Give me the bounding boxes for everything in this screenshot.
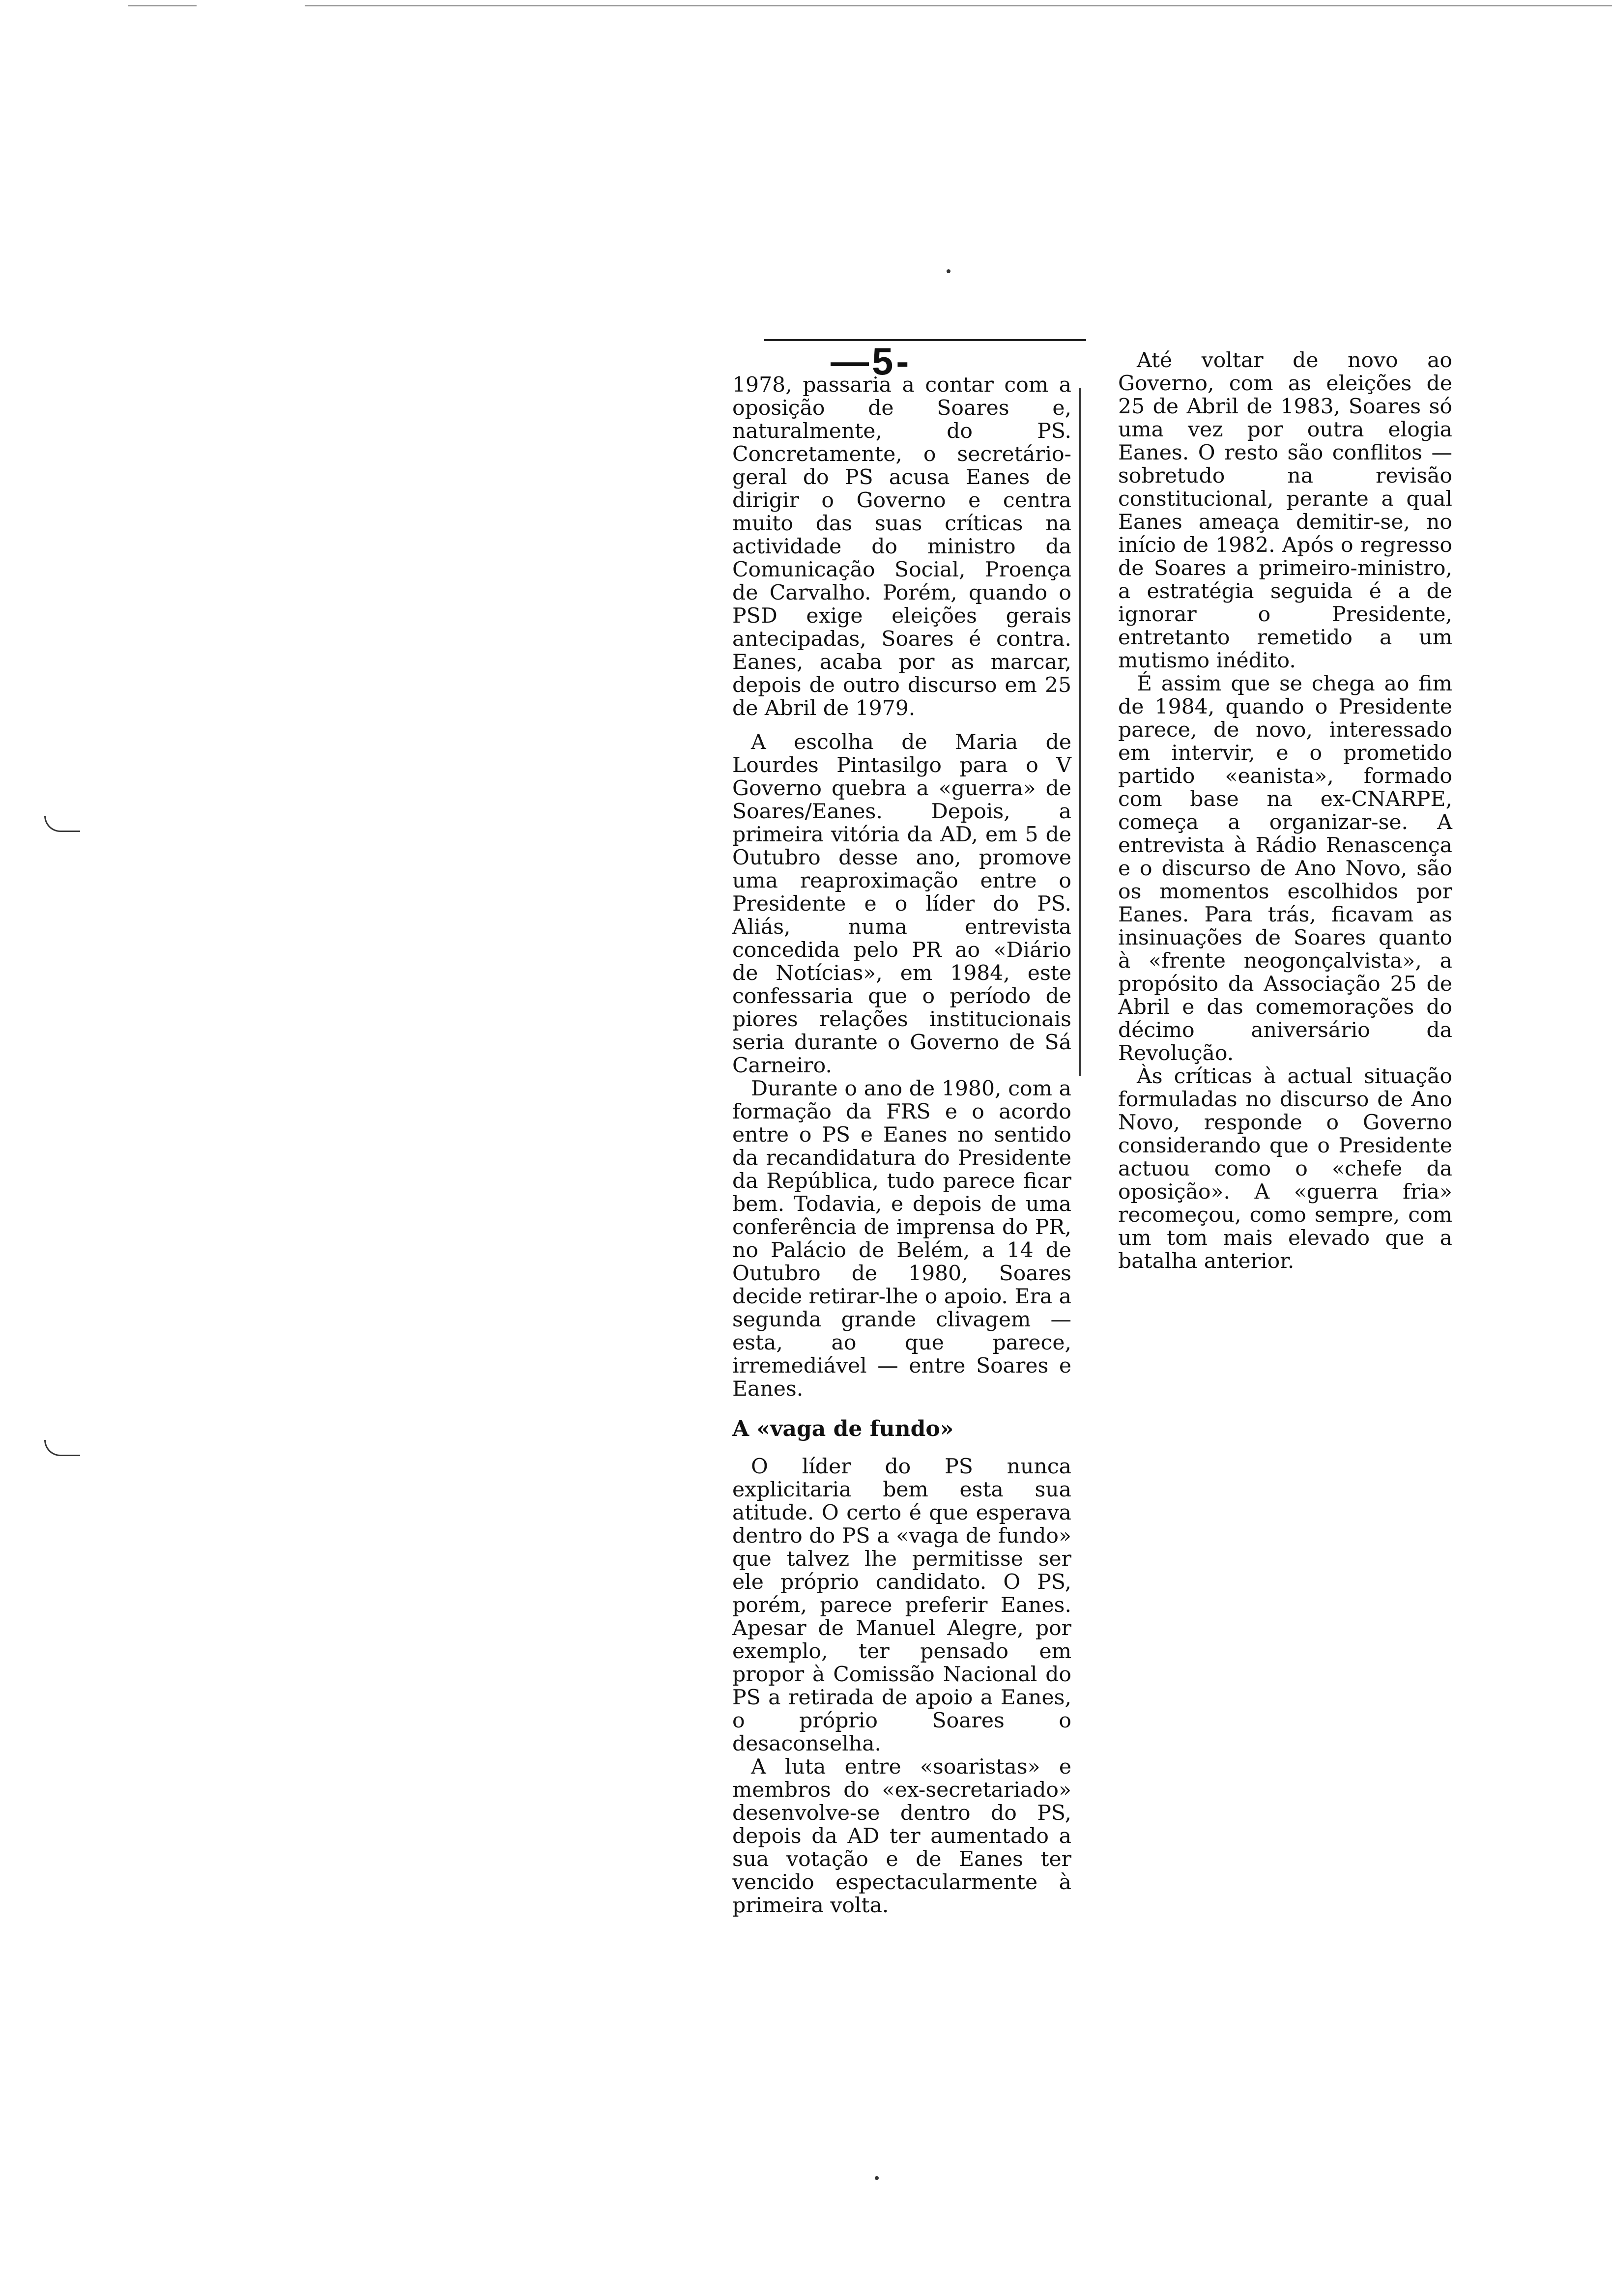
article-column-left [732, 373, 1071, 1917]
article-paragraph: O líder do PS nunca explicitaria bem esta sua atitude. O certo é que esperava dentro do PS a «vaga de fundo» que talvez lhe permitisse ser ele próprio candidato. O PS, porém, parece preferir Eanes. Apesar de Manuel Alegre, por exemplo, ter pensado em propor à Comissão Nacional do PS a retirada de apoio a Eanes, o próprio Soares o desaconselha. [732, 1455, 1071, 1756]
article-paragraph: É assim que se chega ao fim de 1984, quando o Presidente parece, de novo, interessado em intervir, e o prometido partido «eanista», formado com base na ex-CNARPE, começa a organizar-se. A entrevista à Rádio Renascença e o discurso de Ano Novo, são os momentos escolhidos por Eanes. Para trás, ficavam as insinuações de Soares quanto à «frente neogonçalvista», a propósito da Associação 25 de Abril e das comemorações do décimo aniversário da Revolução. [1118, 672, 1452, 1065]
speck [875, 2176, 879, 2180]
article-paragraph: Até voltar de novo ao Governo, com as eleições de 25 de Abril de 1983, Soares só uma vez por outra elogia Eanes. O resto são conflitos — sobretudo na revisão constitucional, perante a qual Eanes ameaça demitir-se, no início de 1982. Após o regresso de Soares a primeiro-ministro, a estratégia seguida é a de ignorar o Presidente, entretanto remetido a um mutismo inédito. [1118, 348, 1452, 673]
article-paragraph: A luta entre «soaristas» e membros do «ex-secretariado» desenvolve-se dentro do PS, depois da AD ter aumentado a sua votação e de Eanes ter vencido espectacularmente à primeira volta. [732, 1755, 1071, 1918]
page-number-dash: - [896, 340, 912, 383]
page-number: 5 [872, 340, 896, 383]
speck [947, 269, 950, 273]
punch-hole-mark [44, 816, 80, 832]
article-paragraph: A escolha de Maria de Lourdes Pintasilgo para o V Governo quebra a «guerra» de Soares/Eanes. Depois, a primeira vitória da AD, em 5 de Outubro desse ano, promove uma reaproximação entre o Presidente e o líder do PS. Aliás, numa entrevista concedida pelo PR ao «Diário de Notícias», em 1984, este confessaria que o período de piores relações institucionais seria durante o Governo de Sá Carneiro. [732, 730, 1071, 1078]
top-rule [128, 5, 197, 6]
article-paragraph: Às críticas à actual situação formuladas no discurso de Ano Novo, responde o Governo considerando que o Presidente actuou como o «chefe da oposição». A «guerra fria» recomeçou, como sempre, com um tom mais elevado que a batalha anterior. [1118, 1064, 1452, 1273]
article-paragraph: Durante o ano de 1980, com a formação da FRS e o acordo entre o PS e Eanes no sentido da recandidatura do Presidente da República, tudo parece ficar bem. Todavia, e depois de uma conferência de imprensa do PR, no Palácio de Belém, a 14 de Outubro de 1980, Soares decide retirar-lhe o apoio. Era a segunda grande clivagem — esta, ao que parece, irremediável — entre Soares e Eanes. [732, 1077, 1071, 1401]
header-rule [764, 339, 1086, 341]
article-subheading: A «vaga de fundo» [732, 1416, 954, 1441]
column-divider [1079, 388, 1081, 1076]
top-rule [305, 5, 1612, 6]
page-number-dash: — [831, 340, 872, 383]
article-paragraph: 1978, passaria a contar com a oposição de Soares e, naturalmente, do PS. Concretamente, o secretário-geral do PS acusa Eanes de dirigir o Governo e centra muito das suas críticas na actividade do ministro da Comunicação Social, Proença de Carvalho. Porém, quando o PSD exige eleições gerais antecipadas, Soares é contra. Eanes, acaba por as marcar, depois de outro discurso em 25 de Abril de 1979. [732, 373, 1071, 720]
article-column-right [1118, 349, 1452, 1273]
punch-hole-mark [44, 1440, 80, 1456]
